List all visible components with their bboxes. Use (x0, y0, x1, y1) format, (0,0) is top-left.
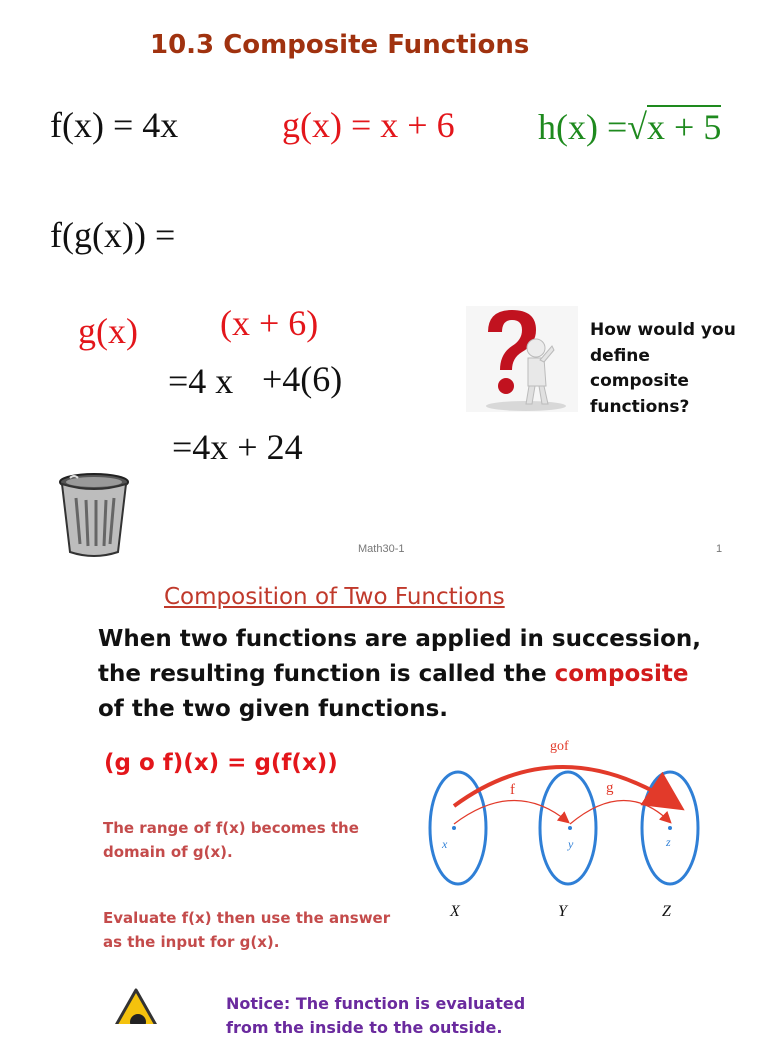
f-arrow (454, 800, 568, 824)
question-person-icon (466, 306, 578, 412)
footer-course: Math30-1 (358, 543, 405, 555)
definition-text-end: of the two given functions. (98, 696, 449, 722)
step1-right: +4(6) (262, 359, 343, 399)
g-definition: g(x) = x + 6 (282, 105, 455, 145)
h-definition (538, 106, 721, 148)
set-z-label: Z (662, 903, 671, 920)
step2: =4x + 24 (172, 427, 303, 467)
element-z: z (666, 835, 671, 849)
definition-text-start: When two functions are applied in succession, the resulting function is called the (98, 626, 702, 687)
question-text: How would you define composite functions? (590, 320, 736, 417)
h-lhs: h(x) = (538, 107, 628, 147)
g-placeholder: g(x) (78, 311, 138, 351)
substituted-expression: (x + 6) (220, 303, 319, 343)
trash-can-icon (58, 472, 130, 558)
fg-expression: f(g(x)) = (50, 215, 176, 255)
notice-text: Notice: The function is evaluated from the inside to the outside. (226, 994, 526, 1037)
evaluate-note: Evaluate f(x) then use the answer as the input for g(x). (103, 909, 391, 951)
section-heading: Composition of Two Functions (164, 584, 505, 610)
composition-formula: (g o f)(x) = g(f(x)) (104, 750, 338, 776)
element-x: x (442, 837, 448, 851)
f-label: f (510, 782, 515, 798)
element-y: y (568, 837, 574, 851)
gof-label: gof (550, 739, 569, 754)
g-arrow (570, 800, 670, 824)
h-radicand: x + 5 (647, 107, 722, 147)
definition-paragraph (98, 622, 718, 727)
set-y-label: Y (558, 903, 567, 920)
composite-keyword: composite (554, 661, 689, 687)
g-label: g (606, 780, 614, 796)
f-definition: f(x) = 4x (50, 105, 179, 145)
warning-icon (100, 988, 172, 1024)
footer-page-number: 1 (716, 543, 723, 555)
range-domain-note: The range of f(x) becomes the domain of g(x). (103, 819, 359, 861)
set-x-label: X (450, 903, 460, 920)
composition-diagram (420, 728, 720, 928)
step1-left: =4 x (168, 361, 234, 401)
slide-title: 10.3 Composite Functions (150, 30, 530, 60)
radical-sign: √ (627, 107, 648, 147)
